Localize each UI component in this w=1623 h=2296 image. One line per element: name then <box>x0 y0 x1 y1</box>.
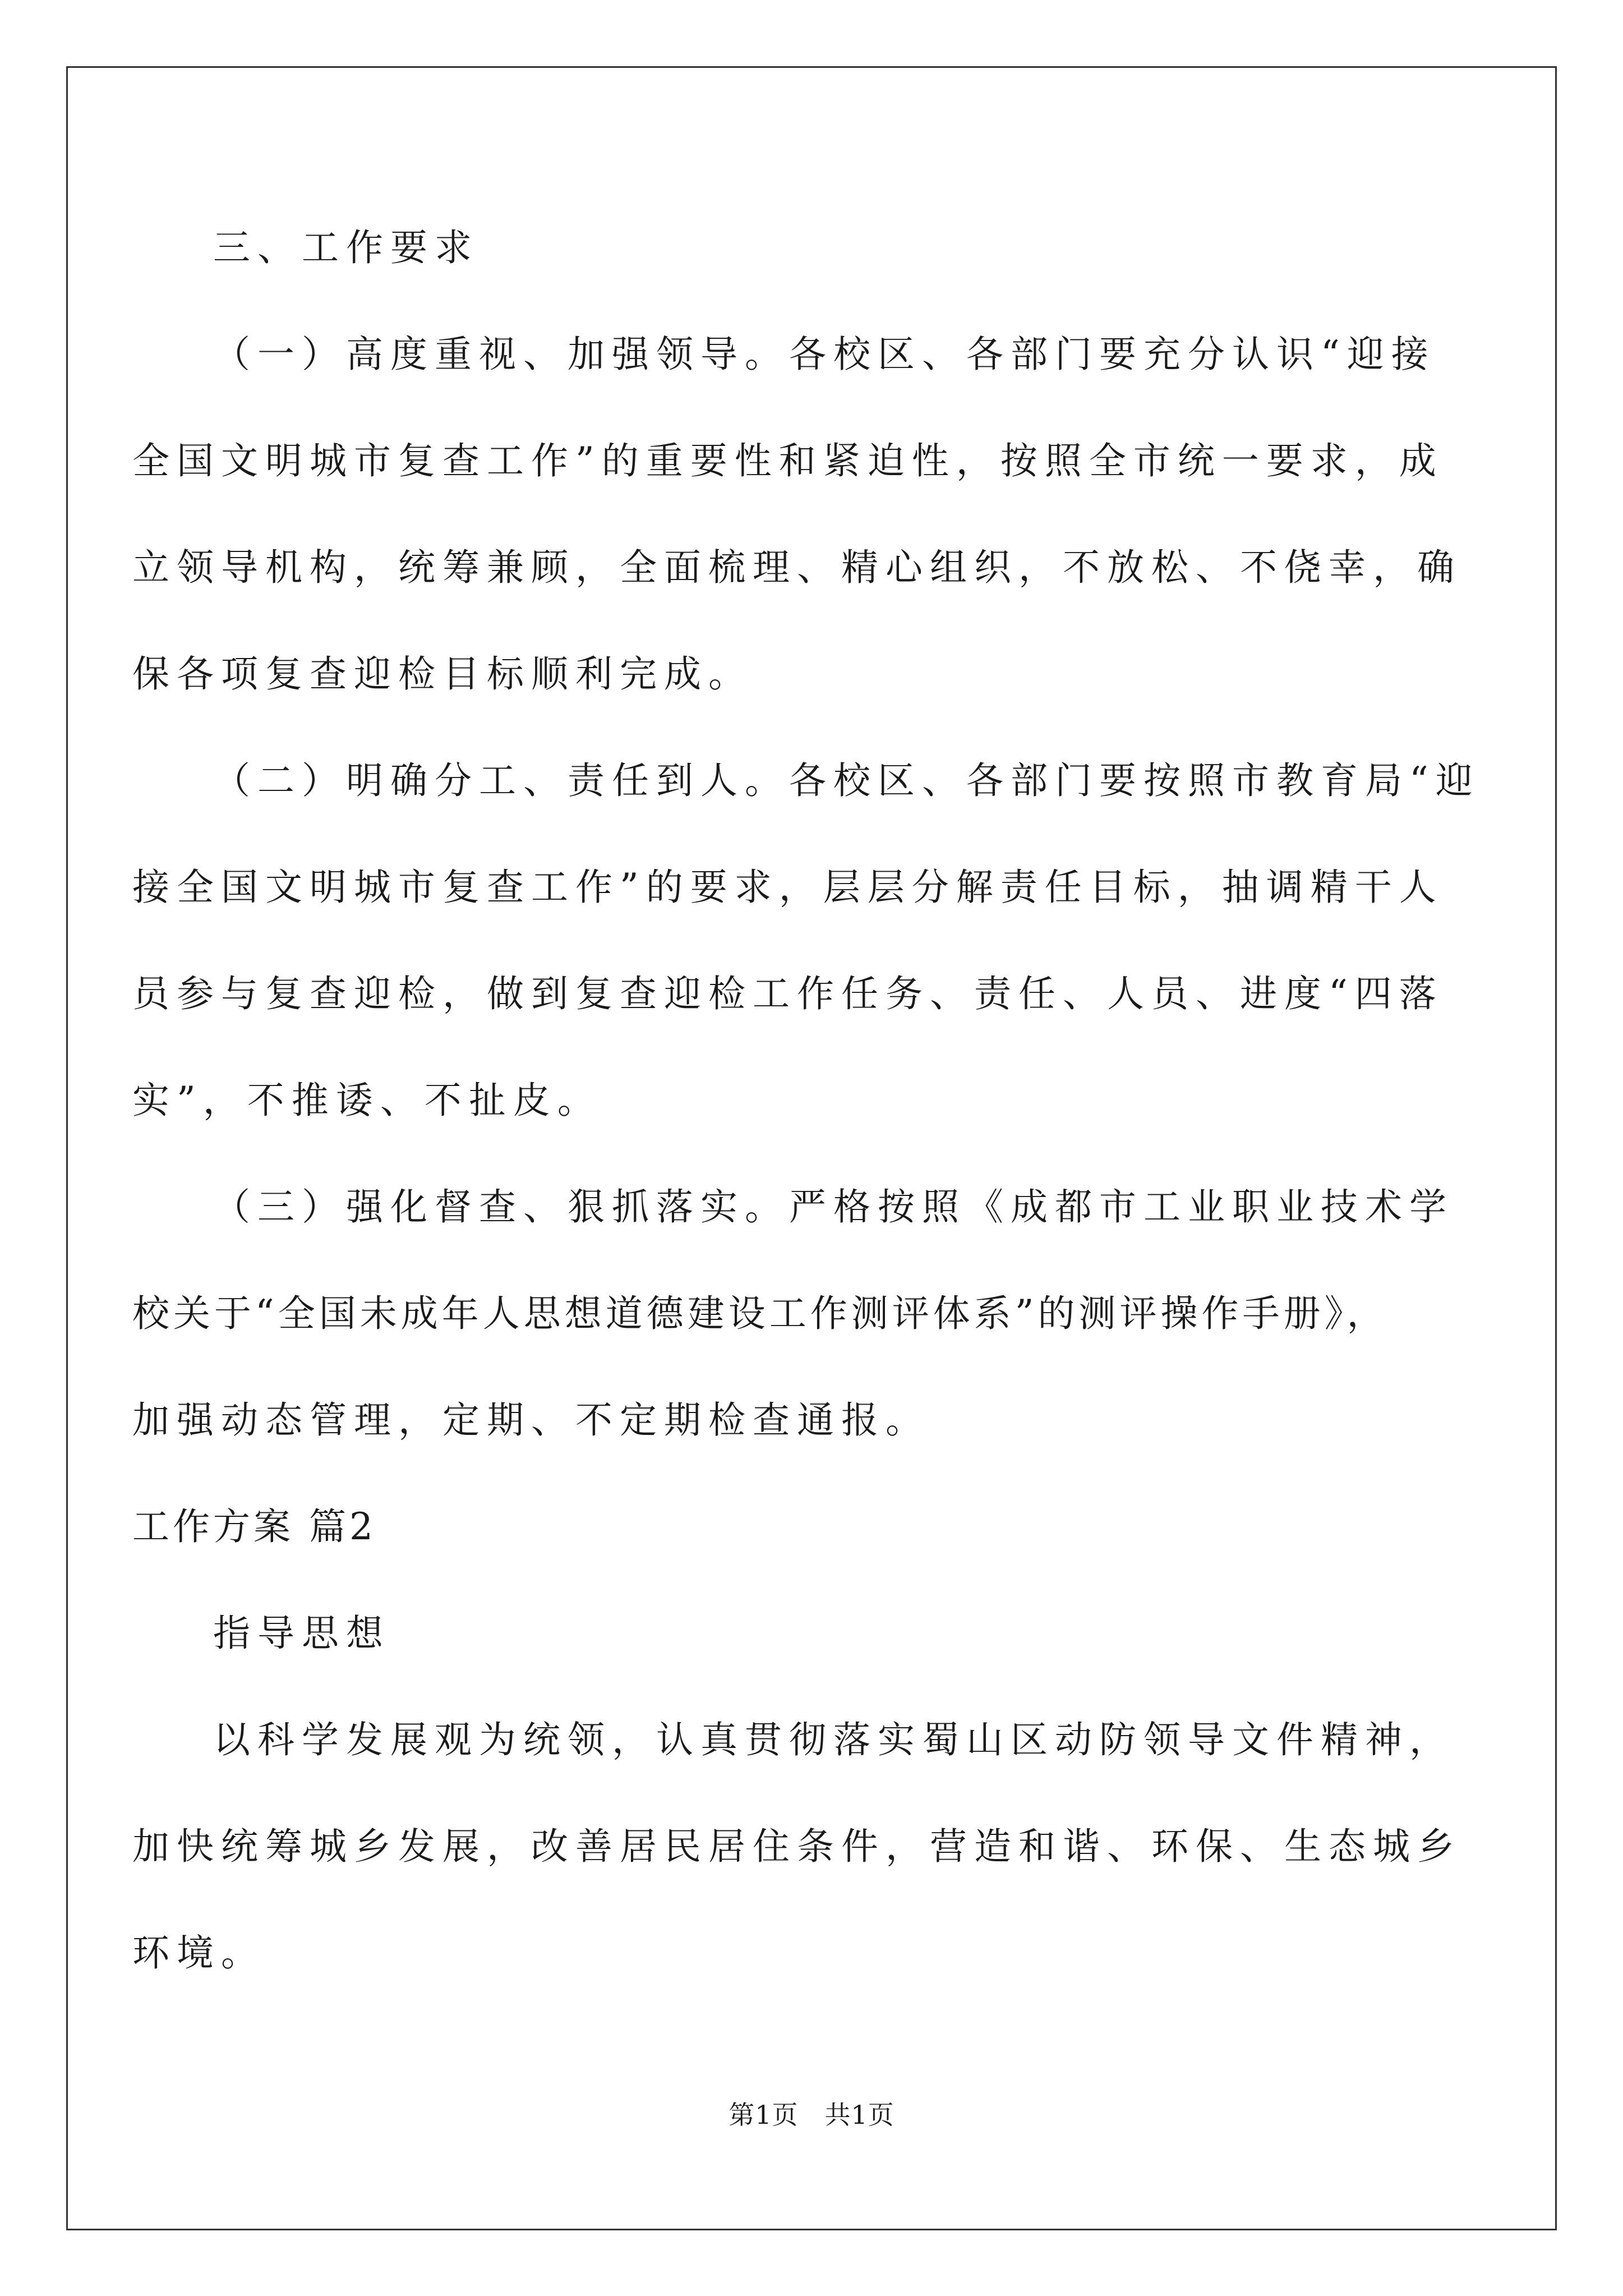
paragraph-line: （三）强化督查、狠抓落实。严格按照《成都市工业职业技术学 <box>213 1185 1454 1228</box>
subheading: 指导思想 <box>213 1612 390 1655</box>
section-title: 工作方案 篇2 <box>132 1505 376 1548</box>
paragraph-line: （一）高度重视、加强领导。各校区、各部门要充分认识“迎接 <box>213 333 1436 376</box>
paragraph-line: 以科学发展观为统领，认真贯彻落实蜀山区动防领导文件精神， <box>213 1718 1454 1761</box>
paragraph-line: 全国文明城市复查工作”的重要性和紧迫性，按照全市统一要求，成 <box>132 439 1444 482</box>
paragraph-line: 接全国文明城市复查工作”的要求，层层分解责任目标，抽调精干人 <box>132 866 1444 909</box>
paragraph-line: （二）明确分工、责任到人。各校区、各部门要按照市教育局“迎 <box>213 759 1480 802</box>
paragraph-line: 环境。 <box>132 1931 265 1975</box>
paragraph-line: 立领导机构，统筹兼顾，全面梳理、精心组织，不放松、不侥幸，确 <box>132 546 1461 589</box>
paragraph-line: 员参与复查迎检，做到复查迎检工作任务、责任、人员、进度“四落 <box>132 972 1444 1015</box>
paragraph-line: 加快统筹城乡发展，改善居民居住条件，营造和谐、环保、生态城乡 <box>132 1825 1461 1868</box>
section-heading: 三、工作要求 <box>213 226 479 269</box>
paragraph-line: 校关于“全国未成年人思想道德建设工作测评体系”的测评操作手册》， <box>132 1292 1388 1335</box>
paragraph-line: 加强动态管理，定期、不定期检查通报。 <box>132 1398 930 1442</box>
page-border <box>66 66 1557 2230</box>
page-footer: 第1页 共1页 <box>728 2100 895 2130</box>
paragraph-line: 保各项复查迎检目标顺利完成。 <box>132 652 753 696</box>
paragraph-line: 实”，不推诿、不扯皮。 <box>132 1079 602 1122</box>
